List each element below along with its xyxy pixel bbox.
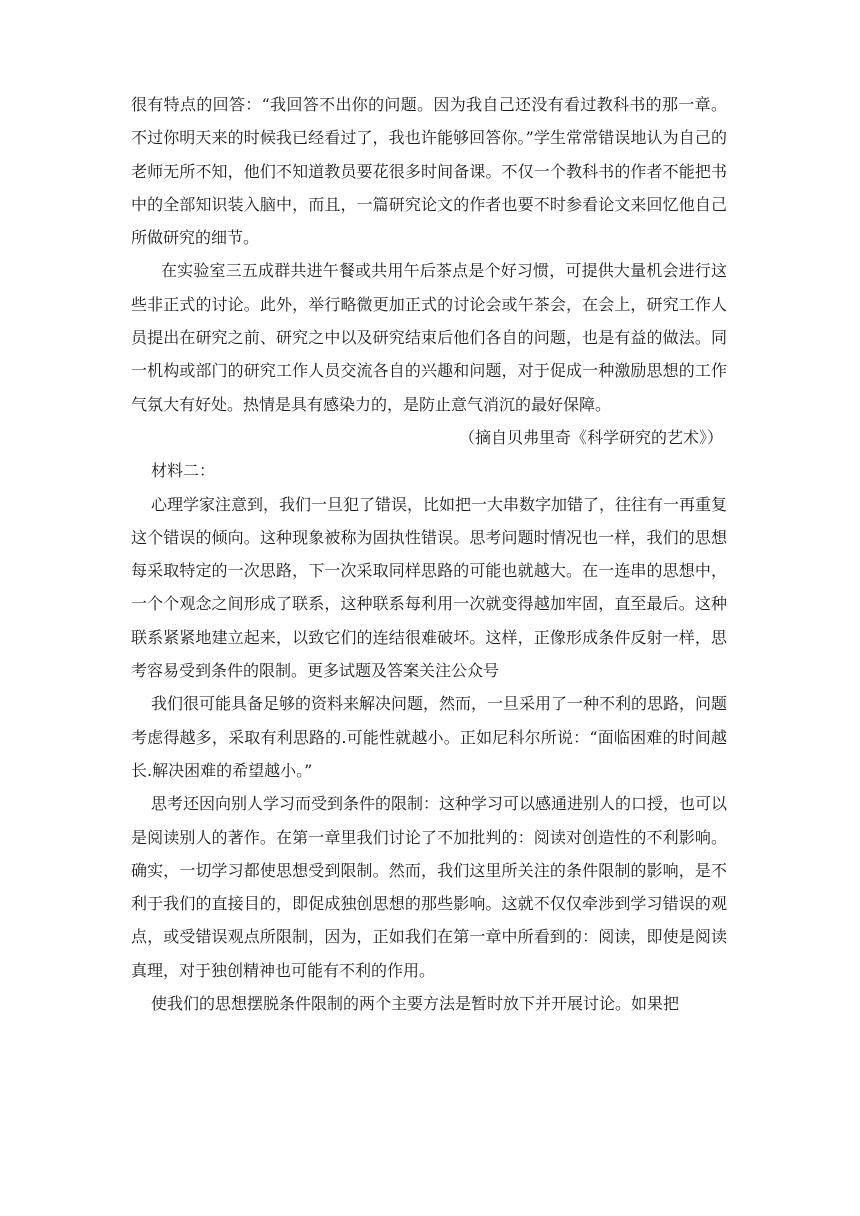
paragraph-learning-conditioning: 思考还因向别人学习而受到条件的限制：这种学习可以感通进别人的口授，也可以是阅读别人的著作。在第一章里我们讨论了不加批判的：阅读对创造性的不利影响。确实，一切学习都使思想受到限制。然而，我们这里所关注的条件限制的影响，是不利于我们的直接目的，即促成独创思想的那些影响。这就不仅仅牵涉到学习错误的观点，或受错误观点所限制，因为，正如我们在第一章中所看到的：阅读，即使是阅读真理，对于独创精神也可能有不利的作用。 — [131, 794, 728, 980]
paragraph-escape-conditioning: 使我们的思想摆脱条件限制的两个主要方法是暂时放下并开展讨论。如果把 — [151, 994, 680, 1014]
section-heading-material-two: 材料二： — [151, 461, 216, 481]
paragraph-lab-discussion: 在实验室三五成群共进午餐或共用午后茶点是个好习惯，可提供大量机会进行这些非正式的讨论。此外，举行略微更加正式的讨论会或午茶会，在会上，研究工作人员提出在研究之前、研究之中以及研究结束后他们各自的问题，也是有益的做法。同一机构或部门的研究工作人员交流各自的兴趣和问题，对于促成一种激励思想的工作气氛大有好处。热情是具有感染力的，是防止意气消沉的最好保障。 — [131, 261, 727, 414]
paragraph-answer-quote: 很有特点的回答：“我回答不出你的问题。因为我自己还没有看过教科书的那一章。不过你明天来的时候我已经看过了，我也许能够回答你。”学生常常错误地认为自己的老师无所不知，他们不知道教员要花很多时间备课。不仅一个教科书的作者不能把书中的全部知识装入脑中，而且，一篇研究论文的作者也要不时参看论文来回忆他自己所做研究的细节。 — [131, 95, 727, 248]
paragraph-unfavorable-approach: 我们很可能具备足够的资料来解决问题，然而，一旦采用了一种不利的思路，问题考虑得越多，采取有利思路的.可能性就越小。正如尼科尔所说：“面临困难的时间越长.解决困难的希望越小。” — [131, 694, 728, 780]
source-citation: （摘自贝弗里奇《科学研究的艺术》） — [458, 427, 723, 447]
paragraph-persistent-error: 心理学家注意到，我们一旦犯了错误，比如把一大串数字加错了，往往有一再重复这个错误的倾向。这种现象被称为固执性错误。思考问题时情况也一样，我们的思想每采取特定的一次思路，下一次采取同样思路的可能也就越大。在一连串的思想中，一个个观念之间形成了联系，这种联系每利用一次就变得越加牢固，直至最后。这种联系紧紧地建立起来，以致它们的连结很难破坏。这样，正像形成条件反射一样，思考容易受到条件的限制。更多试题及答案关注公众号 — [131, 494, 728, 681]
document-page — [131, 88, 727, 1020]
